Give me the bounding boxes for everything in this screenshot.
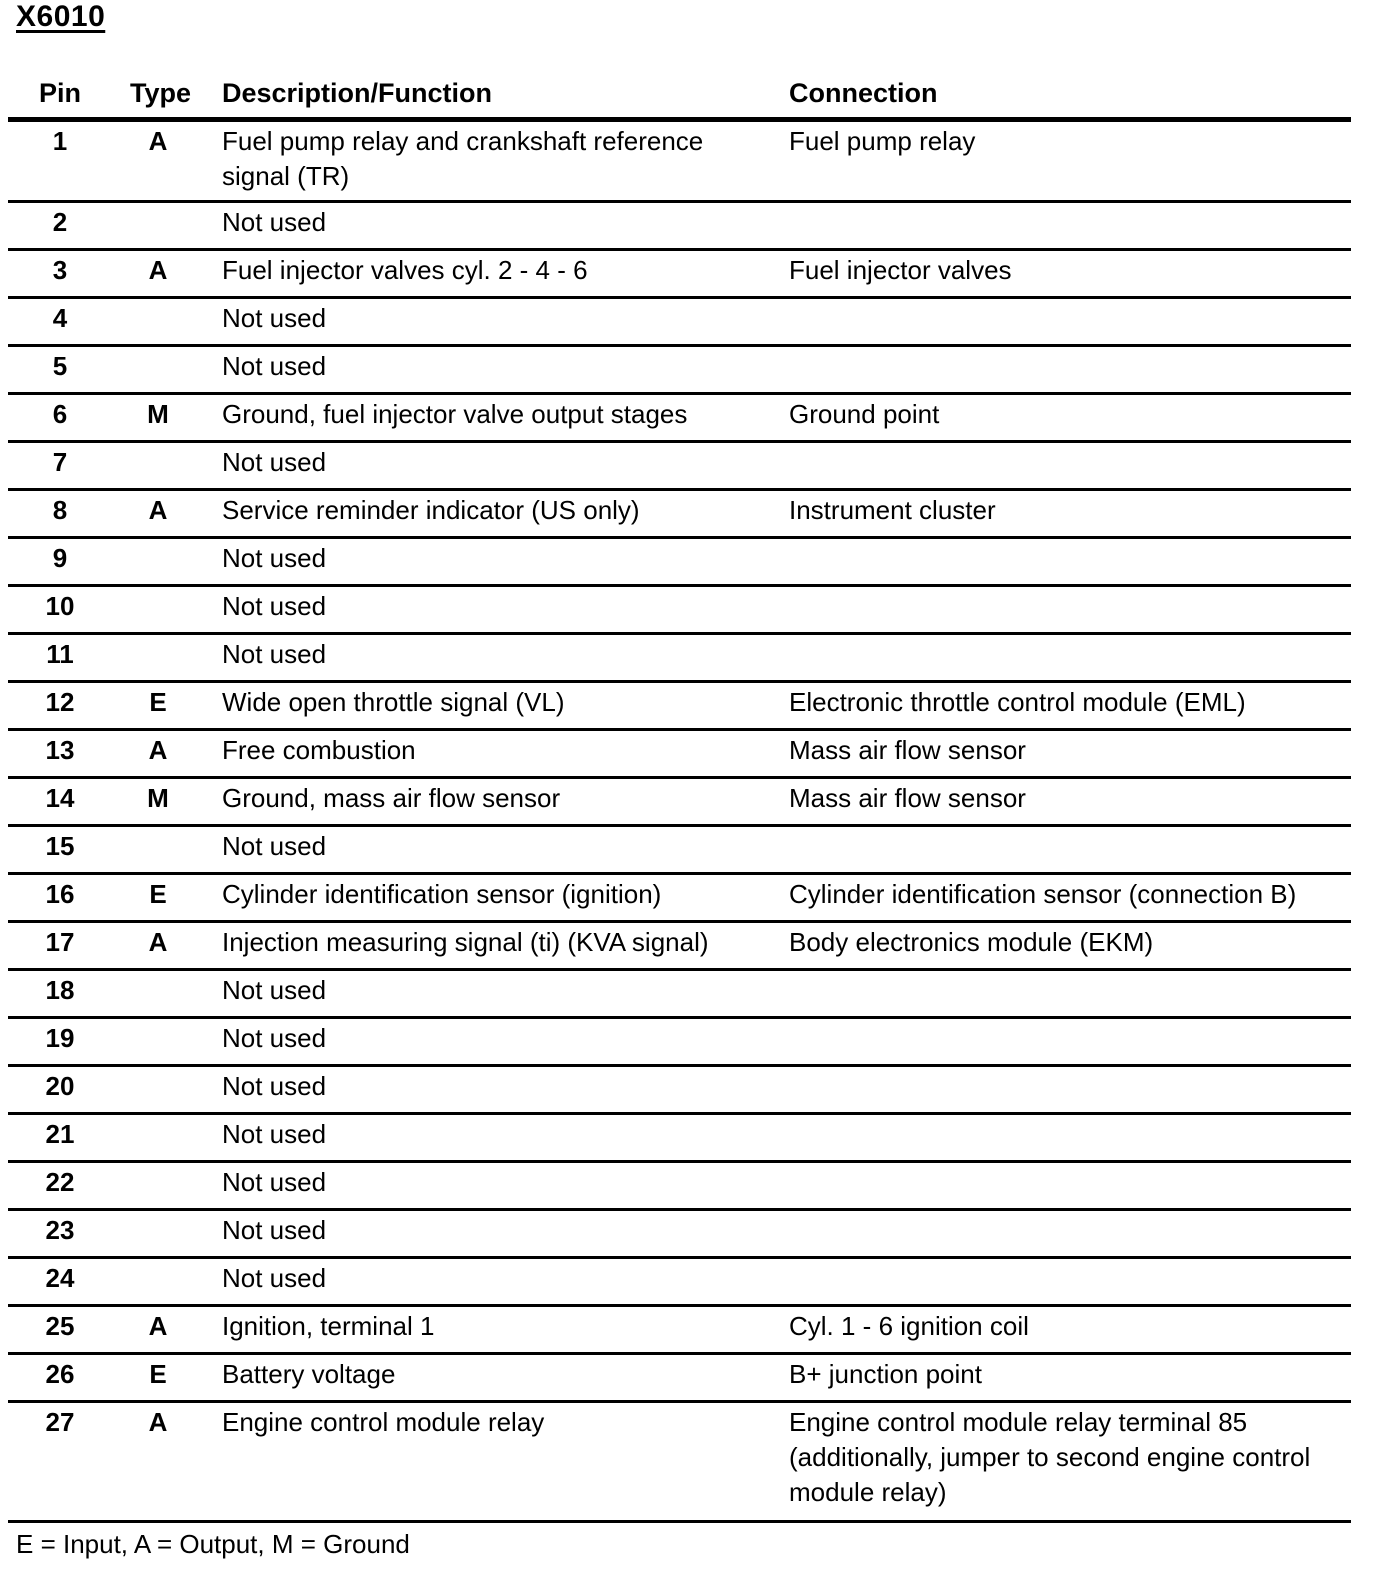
- connection-cell: Ground point: [789, 399, 940, 429]
- pin-cell: 24: [45, 1263, 75, 1293]
- type-cell: M: [147, 783, 169, 813]
- type-cell: E: [149, 1359, 167, 1389]
- page-title: X6010: [16, 0, 106, 33]
- pin-cell: 23: [45, 1215, 75, 1245]
- table-row: [8, 539, 1351, 587]
- type-cell: A: [148, 735, 168, 765]
- pin-cell: 21: [45, 1119, 75, 1149]
- description-cell: Not used: [222, 1071, 327, 1101]
- description-cell: Not used: [222, 447, 327, 477]
- description-cell: Not used: [222, 591, 327, 621]
- pin-cell: 10: [45, 591, 75, 621]
- pin-cell: 27: [45, 1407, 75, 1437]
- type-cell: A: [148, 927, 168, 957]
- pin-cell: 7: [52, 447, 68, 477]
- description-cell: Cylinder identification sensor (ignition): [222, 879, 662, 909]
- pin-cell: 17: [45, 927, 75, 957]
- description-cell: Not used: [222, 207, 327, 237]
- pin-cell: 6: [52, 399, 68, 429]
- table-row: [8, 299, 1351, 347]
- connection-cell: Engine control module relay terminal 85 (additionally, jumper to second engine control module relay): [789, 1407, 1311, 1507]
- description-cell: Not used: [222, 831, 327, 861]
- connection-cell: Fuel injector valves: [789, 255, 1012, 285]
- connection-cell: B+ junction point: [789, 1359, 982, 1389]
- pin-cell: 19: [45, 1023, 75, 1053]
- table-row: [8, 443, 1351, 491]
- connection-cell: Mass air flow sensor: [789, 783, 1026, 813]
- type-cell: A: [148, 126, 168, 156]
- table-row: [8, 1163, 1351, 1211]
- pin-cell: 13: [45, 735, 75, 765]
- pin-cell: 26: [45, 1359, 75, 1389]
- table-header: [8, 74, 1351, 122]
- table-row: [8, 251, 1351, 299]
- description-cell: Wide open throttle signal (VL): [222, 687, 565, 717]
- description-cell: Fuel injector valves cyl. 2 - 4 - 6: [222, 255, 588, 285]
- table-row: [8, 203, 1351, 251]
- pin-cell: 18: [45, 975, 75, 1005]
- header-type: Type: [130, 78, 192, 108]
- table-row: [8, 827, 1351, 875]
- description-cell: Ground, mass air flow sensor: [222, 783, 561, 813]
- description-cell: Service reminder indicator (US only): [222, 495, 640, 525]
- type-cell: A: [148, 1311, 168, 1341]
- type-cell: A: [148, 1407, 168, 1437]
- connection-cell: Instrument cluster: [789, 495, 996, 525]
- table-row: [8, 971, 1351, 1019]
- connection-cell: Electronic throttle control module (EML): [789, 687, 1246, 717]
- header-description: Description/Function: [222, 78, 492, 108]
- description-cell: Ground, fuel injector valve output stages: [222, 399, 688, 429]
- pin-cell: 20: [45, 1071, 75, 1101]
- description-cell: Not used: [222, 975, 327, 1005]
- connection-cell: Mass air flow sensor: [789, 735, 1026, 765]
- description-cell: Free combustion: [222, 735, 416, 765]
- description-cell: Ignition, terminal 1: [222, 1311, 435, 1341]
- type-cell: A: [148, 255, 168, 285]
- description-cell: Not used: [222, 639, 327, 669]
- table-row: [8, 587, 1351, 635]
- connection-cell: Cylinder identification sensor (connection B): [789, 879, 1297, 909]
- pin-cell: 1: [52, 126, 68, 156]
- pin-cell: 5: [52, 351, 68, 381]
- header-pin: Pin: [38, 78, 81, 108]
- description-cell: Not used: [222, 1119, 327, 1149]
- table-row: [8, 1307, 1351, 1355]
- table-row: [8, 1211, 1351, 1259]
- table-row: [8, 1019, 1351, 1067]
- table-row: [8, 1067, 1351, 1115]
- description-cell: Not used: [222, 1023, 327, 1053]
- type-cell: A: [148, 495, 168, 525]
- pin-cell: 11: [46, 639, 74, 669]
- pin-cell: 15: [45, 831, 75, 861]
- table-row: [8, 122, 1351, 203]
- header-connection: Connection: [789, 78, 938, 108]
- pin-cell: 3: [52, 255, 68, 285]
- table-row: [8, 1115, 1351, 1163]
- pin-cell: 8: [52, 495, 68, 525]
- description-cell: Not used: [222, 351, 327, 381]
- pin-cell: 22: [45, 1167, 75, 1197]
- description-cell: Injection measuring signal (ti) (KVA signal): [222, 927, 709, 957]
- pin-cell: 9: [52, 543, 68, 573]
- pin-cell: 2: [52, 207, 68, 237]
- type-legend: E = Input, A = Output, M = Ground: [16, 1529, 410, 1559]
- pin-table: [8, 122, 1351, 1523]
- table-row: [8, 731, 1351, 779]
- table-row: [8, 635, 1351, 683]
- description-cell: Not used: [222, 303, 327, 333]
- table-row: [8, 923, 1351, 971]
- pin-cell: 16: [45, 879, 75, 909]
- table-row: [8, 1403, 1351, 1523]
- table-row: [8, 1355, 1351, 1403]
- pin-cell: 4: [52, 303, 68, 333]
- description-cell: Not used: [222, 1167, 327, 1197]
- table-row: [8, 683, 1351, 731]
- table-row: [8, 347, 1351, 395]
- table-row: [8, 491, 1351, 539]
- connection-cell: Fuel pump relay: [789, 126, 976, 156]
- description-cell: Battery voltage: [222, 1359, 396, 1389]
- connection-cell: Body electronics module (EKM): [789, 927, 1154, 957]
- pin-cell: 12: [45, 687, 75, 717]
- type-cell: M: [147, 399, 169, 429]
- connection-cell: Cyl. 1 - 6 ignition coil: [789, 1311, 1029, 1341]
- table-row: [8, 395, 1351, 443]
- pin-cell: 14: [45, 783, 75, 813]
- table-row: [8, 779, 1351, 827]
- description-cell: Engine control module relay: [222, 1407, 545, 1437]
- description-cell: Not used: [222, 1263, 327, 1293]
- table-row: [8, 1259, 1351, 1307]
- description-cell: Fuel pump relay and crankshaft reference signal (TR): [222, 126, 704, 191]
- description-cell: Not used: [222, 543, 327, 573]
- type-cell: E: [149, 687, 167, 717]
- pin-cell: 25: [45, 1311, 75, 1341]
- description-cell: Not used: [222, 1215, 327, 1245]
- type-cell: E: [149, 879, 167, 909]
- table-row: [8, 875, 1351, 923]
